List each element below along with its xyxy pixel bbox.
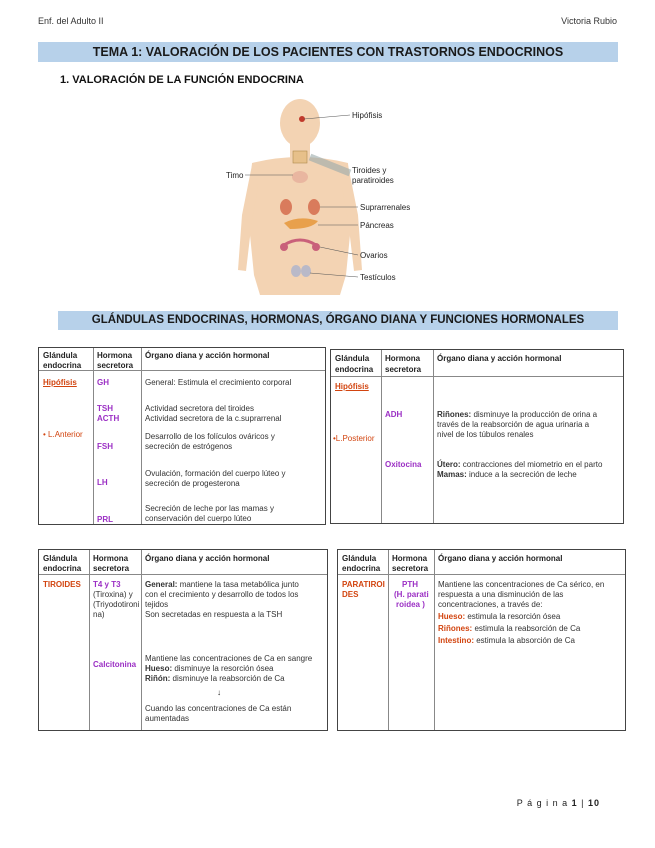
action-pth-2: respuesta a una disminución de las [438,590,564,599]
hormone-adh: ADH [385,410,403,419]
col-organ: Órgano diana y acción hormonal [145,351,270,360]
action-lh-2: secreción de progesterona [145,479,240,488]
table-posterior-pituitary [330,349,624,524]
page-number: P á g i n a 1 | 10 [516,798,600,808]
action-gh: General: Estimula el crecimiento corporal [145,378,292,387]
hormone-t4-t3: T4 y T3 [93,580,121,589]
page-title: TEMA 1: VALORACIÓN DE LOS PACIENTES CON TRASTORNOS ENDOCRINOS [38,42,618,62]
label-paratiroides: paratiroides [352,176,394,185]
hormone-t4-name: (Tiroxina) y [93,590,133,599]
col-hormone-2: secretora [392,564,429,573]
col-gland-2: endocrina [43,361,82,370]
action-oxytocin-2: Mamas: induce a la secreción de leche [437,470,577,479]
col-gland-2: endocrina [43,564,82,573]
label-testiculos: Testículos [360,273,396,282]
action-pth-kidney: Riñones: estimula la reabsorción de Ca [438,624,581,633]
endocrine-diagram [200,95,440,295]
hormone-acth: ACTH [97,414,120,423]
right-adrenal [308,199,320,215]
col-organ: Órgano diana y acción hormonal [438,554,563,563]
hormone-oxytocin: Oxitocina [385,460,422,469]
label-suprarrenales: Suprarrenales [360,203,411,212]
action-calcitonin-5: aumentadas [145,714,190,723]
table-parathyroid [337,549,626,731]
col-organ: Órgano diana y acción hormonal [145,554,270,563]
body-illustration [200,95,440,295]
hormone-gh: GH [97,378,109,387]
action-adh-1: Riñones: disminuye la producción de orina a [437,410,598,419]
hormone-t3-name: (Triyodotironi [93,600,140,609]
action-oxytocin-1: Útero: contracciones del miometrio en el parto [437,460,603,469]
section-heading-2: GLÁNDULAS ENDOCRINAS, HORMONAS, ÓRGANO DIANA Y FUNCIONES HORMONALES [58,311,618,330]
gland-name: Hipófisis [335,382,369,391]
action-fsh-2: secreción de estrógenos [145,442,233,451]
left-ovary [280,243,288,251]
col-gland: Glándula [43,351,78,360]
gland-name: TIROIDES [43,580,81,589]
col-gland: Glándula [342,554,377,563]
action-general-2: con el crecimiento y desarrollo de todos los [145,590,299,599]
hormone-tsh: TSH [97,404,113,413]
label-ovarios: Ovarios [360,251,388,260]
col-organ: Órgano diana y acción hormonal [437,354,562,363]
action-lh-1: Ovulación, formación del cuerpo lúteo y [145,469,286,478]
action-pth-bone: Hueso: estimula la resorción ósea [438,612,561,621]
action-general-3: tejidos [145,600,169,609]
hormone-lh: LH [97,478,108,487]
lobe-label: •L.Posterior [333,434,375,443]
action-general-4: Son secretadas en respuesta a la TSH [145,610,283,619]
action-prl-2: conservación del cuerpo lúteo [145,514,252,523]
label-hipofisis: Hipófisis [352,111,383,120]
hormone-t3-name-2: na) [93,610,105,619]
label-pancreas: Páncreas [360,221,394,230]
hormone-fsh: FSH [97,442,113,451]
label-timo: Timo [226,171,244,180]
right-testis [301,265,311,277]
action-acth: Actividad secretora de la c.suprarrenal [145,414,282,423]
col-gland-2: endocrina [335,365,374,374]
col-hormone: Hormona [93,554,129,563]
section-heading-1: 1. VALORACIÓN DE LA FUNCIÓN ENDOCRINA [60,74,304,86]
col-hormone: Hormona [97,351,133,360]
left-adrenal [280,199,292,215]
col-hormone: Hormona [392,554,428,563]
action-calcitonin-1: Mantiene las concentraciones de Ca en sangre [145,654,313,663]
col-hormone-2: secretora [97,361,134,370]
left-testis [291,265,301,277]
col-gland: Glándula [43,554,78,563]
table-anterior-pituitary [38,347,326,525]
down-arrow-icon: ↓ [217,688,221,697]
thyroid-gland [293,151,307,163]
lobe-label: • L.Anterior [43,430,83,439]
action-fsh-1: Desarrollo de los folículos ováricos y [145,432,275,441]
action-adh-3: nivel de los túbulos renales [437,430,534,439]
hormone-calcitonin: Calcitonina [93,660,137,669]
action-pth-3: concentraciones, a través de: [438,600,543,609]
action-calcitonin-4: Cuando las concentraciones de Ca están [145,704,292,713]
gland-name: PARATIROI [342,580,385,589]
col-gland-2: endocrina [342,564,381,573]
action-prl-1: Secreción de leche por las mamas y [145,504,274,513]
hormone-pth-name: (H. parati [394,590,429,599]
action-pth-intestine: Intestino: estimula la absorción de Ca [438,636,575,645]
col-gland: Glándula [335,354,370,363]
col-hormone-2: secretora [385,365,422,374]
header-course: Enf. del Adulto II [38,16,104,26]
right-ovary [312,243,320,251]
head-shape [280,99,320,147]
label-tiroides: Tiroides y [352,166,387,175]
table-thyroid [38,549,328,731]
action-calcitonin-2: Hueso: disminuye la resorción ósea [145,664,274,673]
gland-name-2: DES [342,590,359,599]
action-pth-1: Mantiene las concentraciones de Ca sérico, en [438,580,605,589]
hormone-pth: PTH [402,580,418,589]
hormone-prl: PRL [97,515,113,524]
col-hormone: Hormona [385,354,421,363]
action-calcitonin-3: Riñón: disminuye la reabsorción de Ca [145,674,285,683]
action-general-1: General: mantiene la tasa metabólica junto [145,580,299,589]
action-adh-2: través de la reabsorción de agua urinaria a [437,420,590,429]
thymus-gland [292,171,308,183]
col-hormone-2: secretora [93,564,130,573]
gland-name: Hipófisis [43,378,77,387]
action-tsh: Actividad secretora del tiroides [145,404,254,413]
header-author: Victoria Rubio [561,16,617,26]
hormone-pth-name-2: roidea ) [396,600,425,609]
